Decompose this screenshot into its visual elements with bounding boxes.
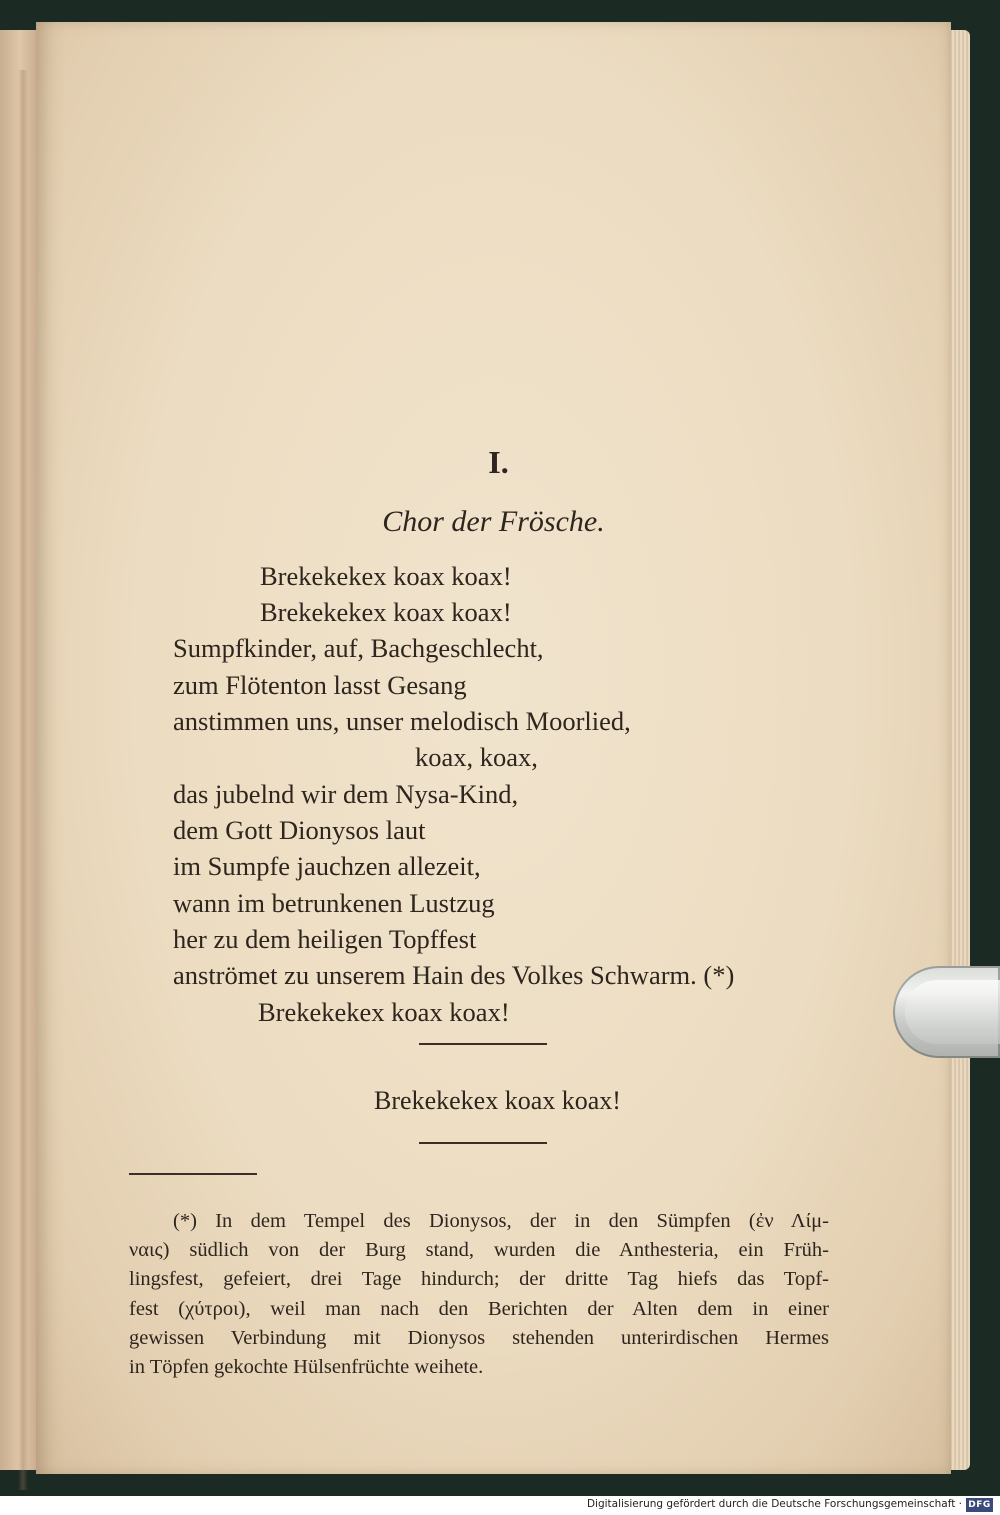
chorus-title: Chor der Frösche. xyxy=(382,505,605,538)
digitization-notice: Digitalisierung gefördert durch die Deutsche Forschungsgemeinschaft · xyxy=(586,1498,962,1510)
verse-line: Sumpfkinder, auf, Bachgeschlecht, xyxy=(173,633,544,663)
footnote-line: gewissen Verbindung mit Dionysos stehenden unterirdischen Hermes xyxy=(129,1326,829,1349)
verse-line: anstimmen uns, unser melodisch Moorlied, xyxy=(173,706,631,736)
footnote-line: (*) In dem Tempel des Dionysos, der in den Sümpfen (ἐν Λίμ- xyxy=(173,1210,829,1232)
dfg-logo-icon: DFG xyxy=(966,1498,993,1512)
verse-line: koax, koax, xyxy=(415,742,538,772)
footnote-line: in Töpfen gekochte Hülsenfrüchte weihete. xyxy=(129,1356,484,1379)
binding-strip xyxy=(18,70,28,1490)
book-page xyxy=(36,22,951,1474)
verse-line: wann im betrunkenen Lustzug xyxy=(173,888,495,918)
page-content xyxy=(36,22,951,1474)
verse-line: Brekekekex koax koax! xyxy=(260,597,512,627)
digitization-banner xyxy=(0,1496,1000,1515)
page-clip-highlight xyxy=(905,980,1000,1044)
verse-line: her zu dem heiligen Topffest xyxy=(173,924,477,954)
footnote-line: lingsfest, gefeiert, drei Tage hindurch; der dritte Tag hiefs das Topf- xyxy=(129,1268,829,1291)
verse-line: dem Gott Dionysos laut xyxy=(173,815,426,845)
verse-line: Brekekekex koax koax! xyxy=(260,561,512,591)
refrain-line: Brekekekex koax koax! xyxy=(374,1086,621,1115)
section-numeral: I. xyxy=(488,444,509,480)
footnote-line: fest (χύτροι), weil man nach den Berichten der Alten dem in einer xyxy=(129,1297,829,1320)
footnote-rule xyxy=(129,1173,257,1175)
verse-line: das jubelnd wir dem Nysa-Kind, xyxy=(173,779,519,809)
page-clip xyxy=(893,966,1000,1058)
verse-line: anströmet zu unserem Hain des Volkes Schwarm. (*) xyxy=(173,960,735,990)
divider-rule-lower xyxy=(419,1142,547,1144)
footnote xyxy=(129,1207,829,1382)
verse-line: Brekekekex koax koax! xyxy=(258,997,510,1027)
divider-rule-upper xyxy=(419,1043,547,1045)
footnote-line: ναις) südlich von der Burg stand, wurden die Anthesteria, ein Früh- xyxy=(129,1239,829,1262)
verse-line: zum Flötenton lasst Gesang xyxy=(173,670,467,700)
verse-line: im Sumpfe jauchzen allezeit, xyxy=(173,851,481,881)
